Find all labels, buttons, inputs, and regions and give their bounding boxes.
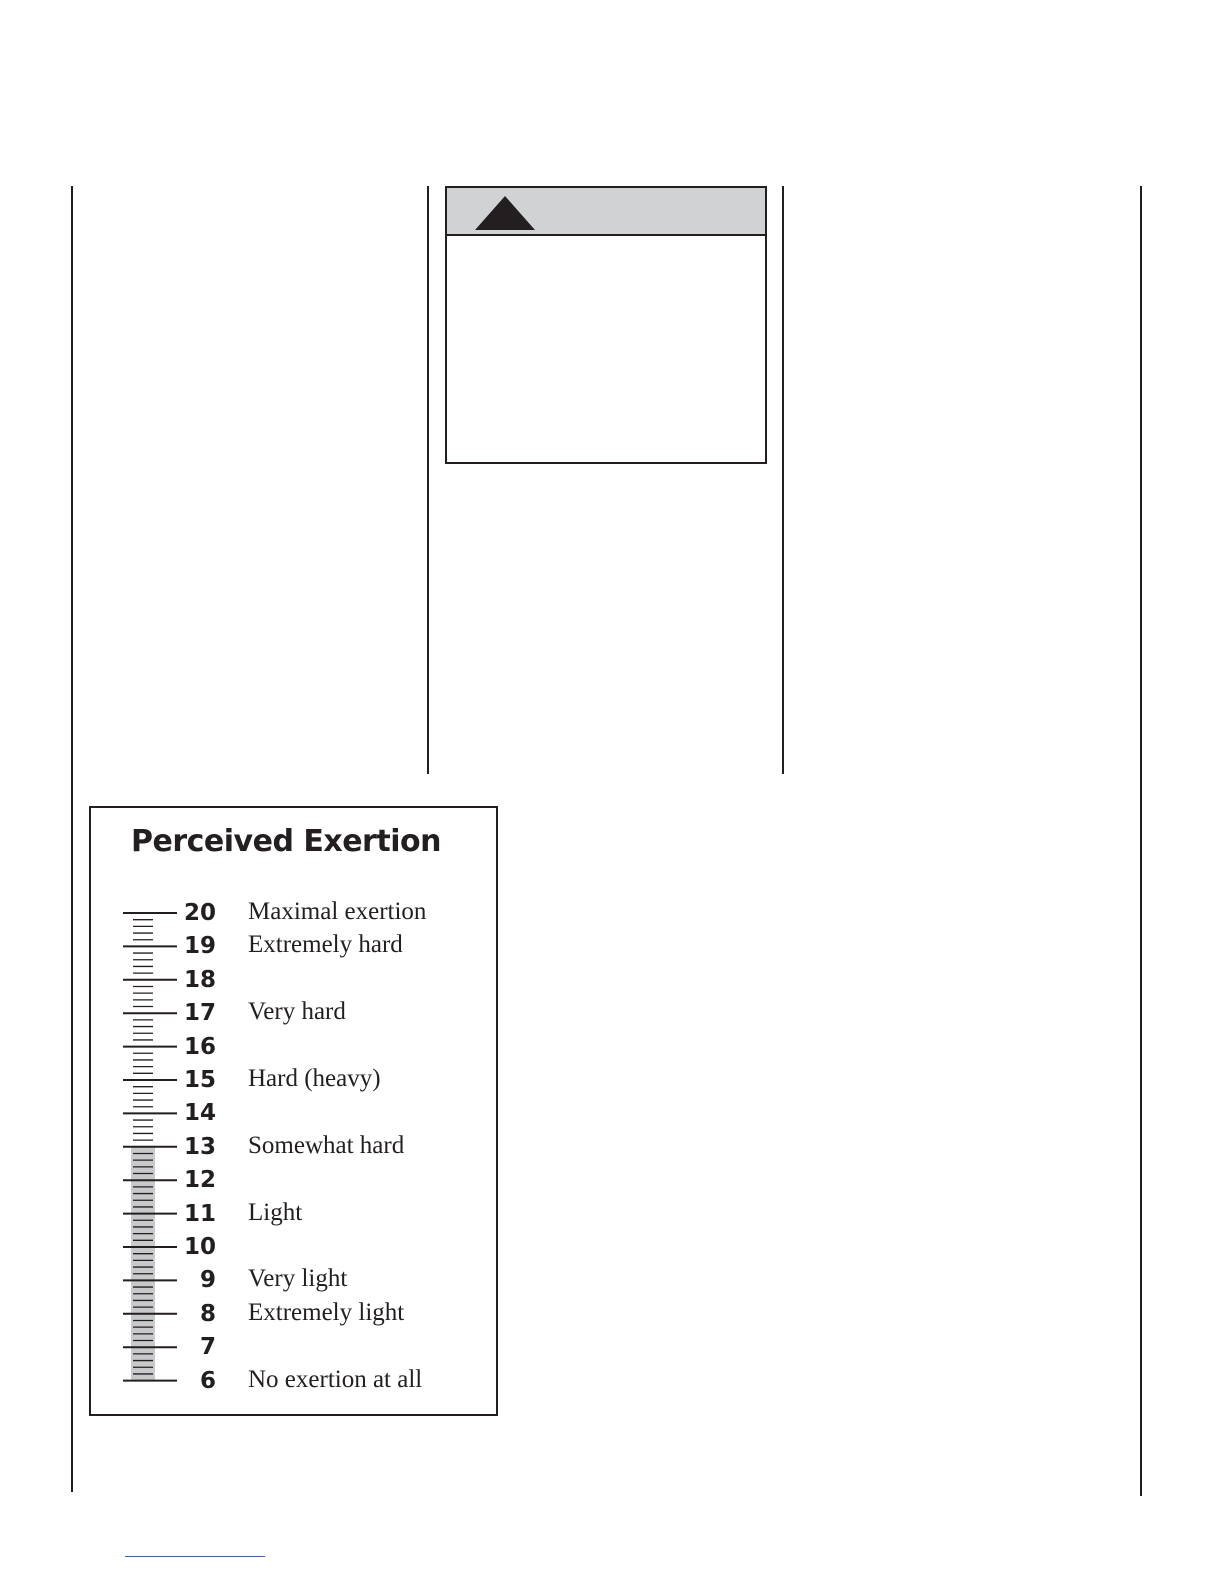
scale-label: Very hard [248,998,346,1026]
warning-triangle-icon [475,196,535,230]
column-rule-right [1140,186,1142,1496]
warning-header [447,188,765,236]
scale-number: 16 [183,1033,216,1060]
column-rule-center-right [782,186,784,774]
scale-number: 20 [183,900,216,926]
scale-number: 6 [199,1367,216,1394]
scale-label: Maximal exertion [248,898,427,925]
scale-number: 18 [183,966,216,993]
footer-line [125,1556,265,1557]
scale-label: Light [248,1198,303,1226]
scale-label: Extremely hard [248,931,403,959]
scale-number: 7 [199,1334,216,1361]
exertion-shade-band [131,1147,155,1381]
scale-number: 12 [183,1167,216,1194]
scale-label: Extremely light [248,1298,405,1326]
scale-number: 17 [183,1000,216,1027]
scale-label: Somewhat hard [248,1131,405,1159]
scale-number: 13 [183,1133,216,1160]
column-rule-left [71,186,73,1492]
scale-number: 19 [183,933,216,960]
scale-number: 10 [183,1234,216,1260]
scale-number: 14 [183,1100,216,1127]
scale-label: No exertion at all [248,1365,423,1393]
warning-box [445,186,767,464]
column-rule-center-left [427,186,429,774]
scale-number: 15 [183,1067,216,1093]
scale-number: 11 [183,1200,216,1227]
scale-number: 9 [199,1267,216,1294]
perceived-exertion-chart [89,806,498,1416]
scale-number: 8 [199,1300,216,1327]
chart-title: Perceived Exertion [131,824,441,859]
scale-label: Very light [248,1265,348,1293]
scale-label: Hard (heavy) [248,1065,381,1092]
